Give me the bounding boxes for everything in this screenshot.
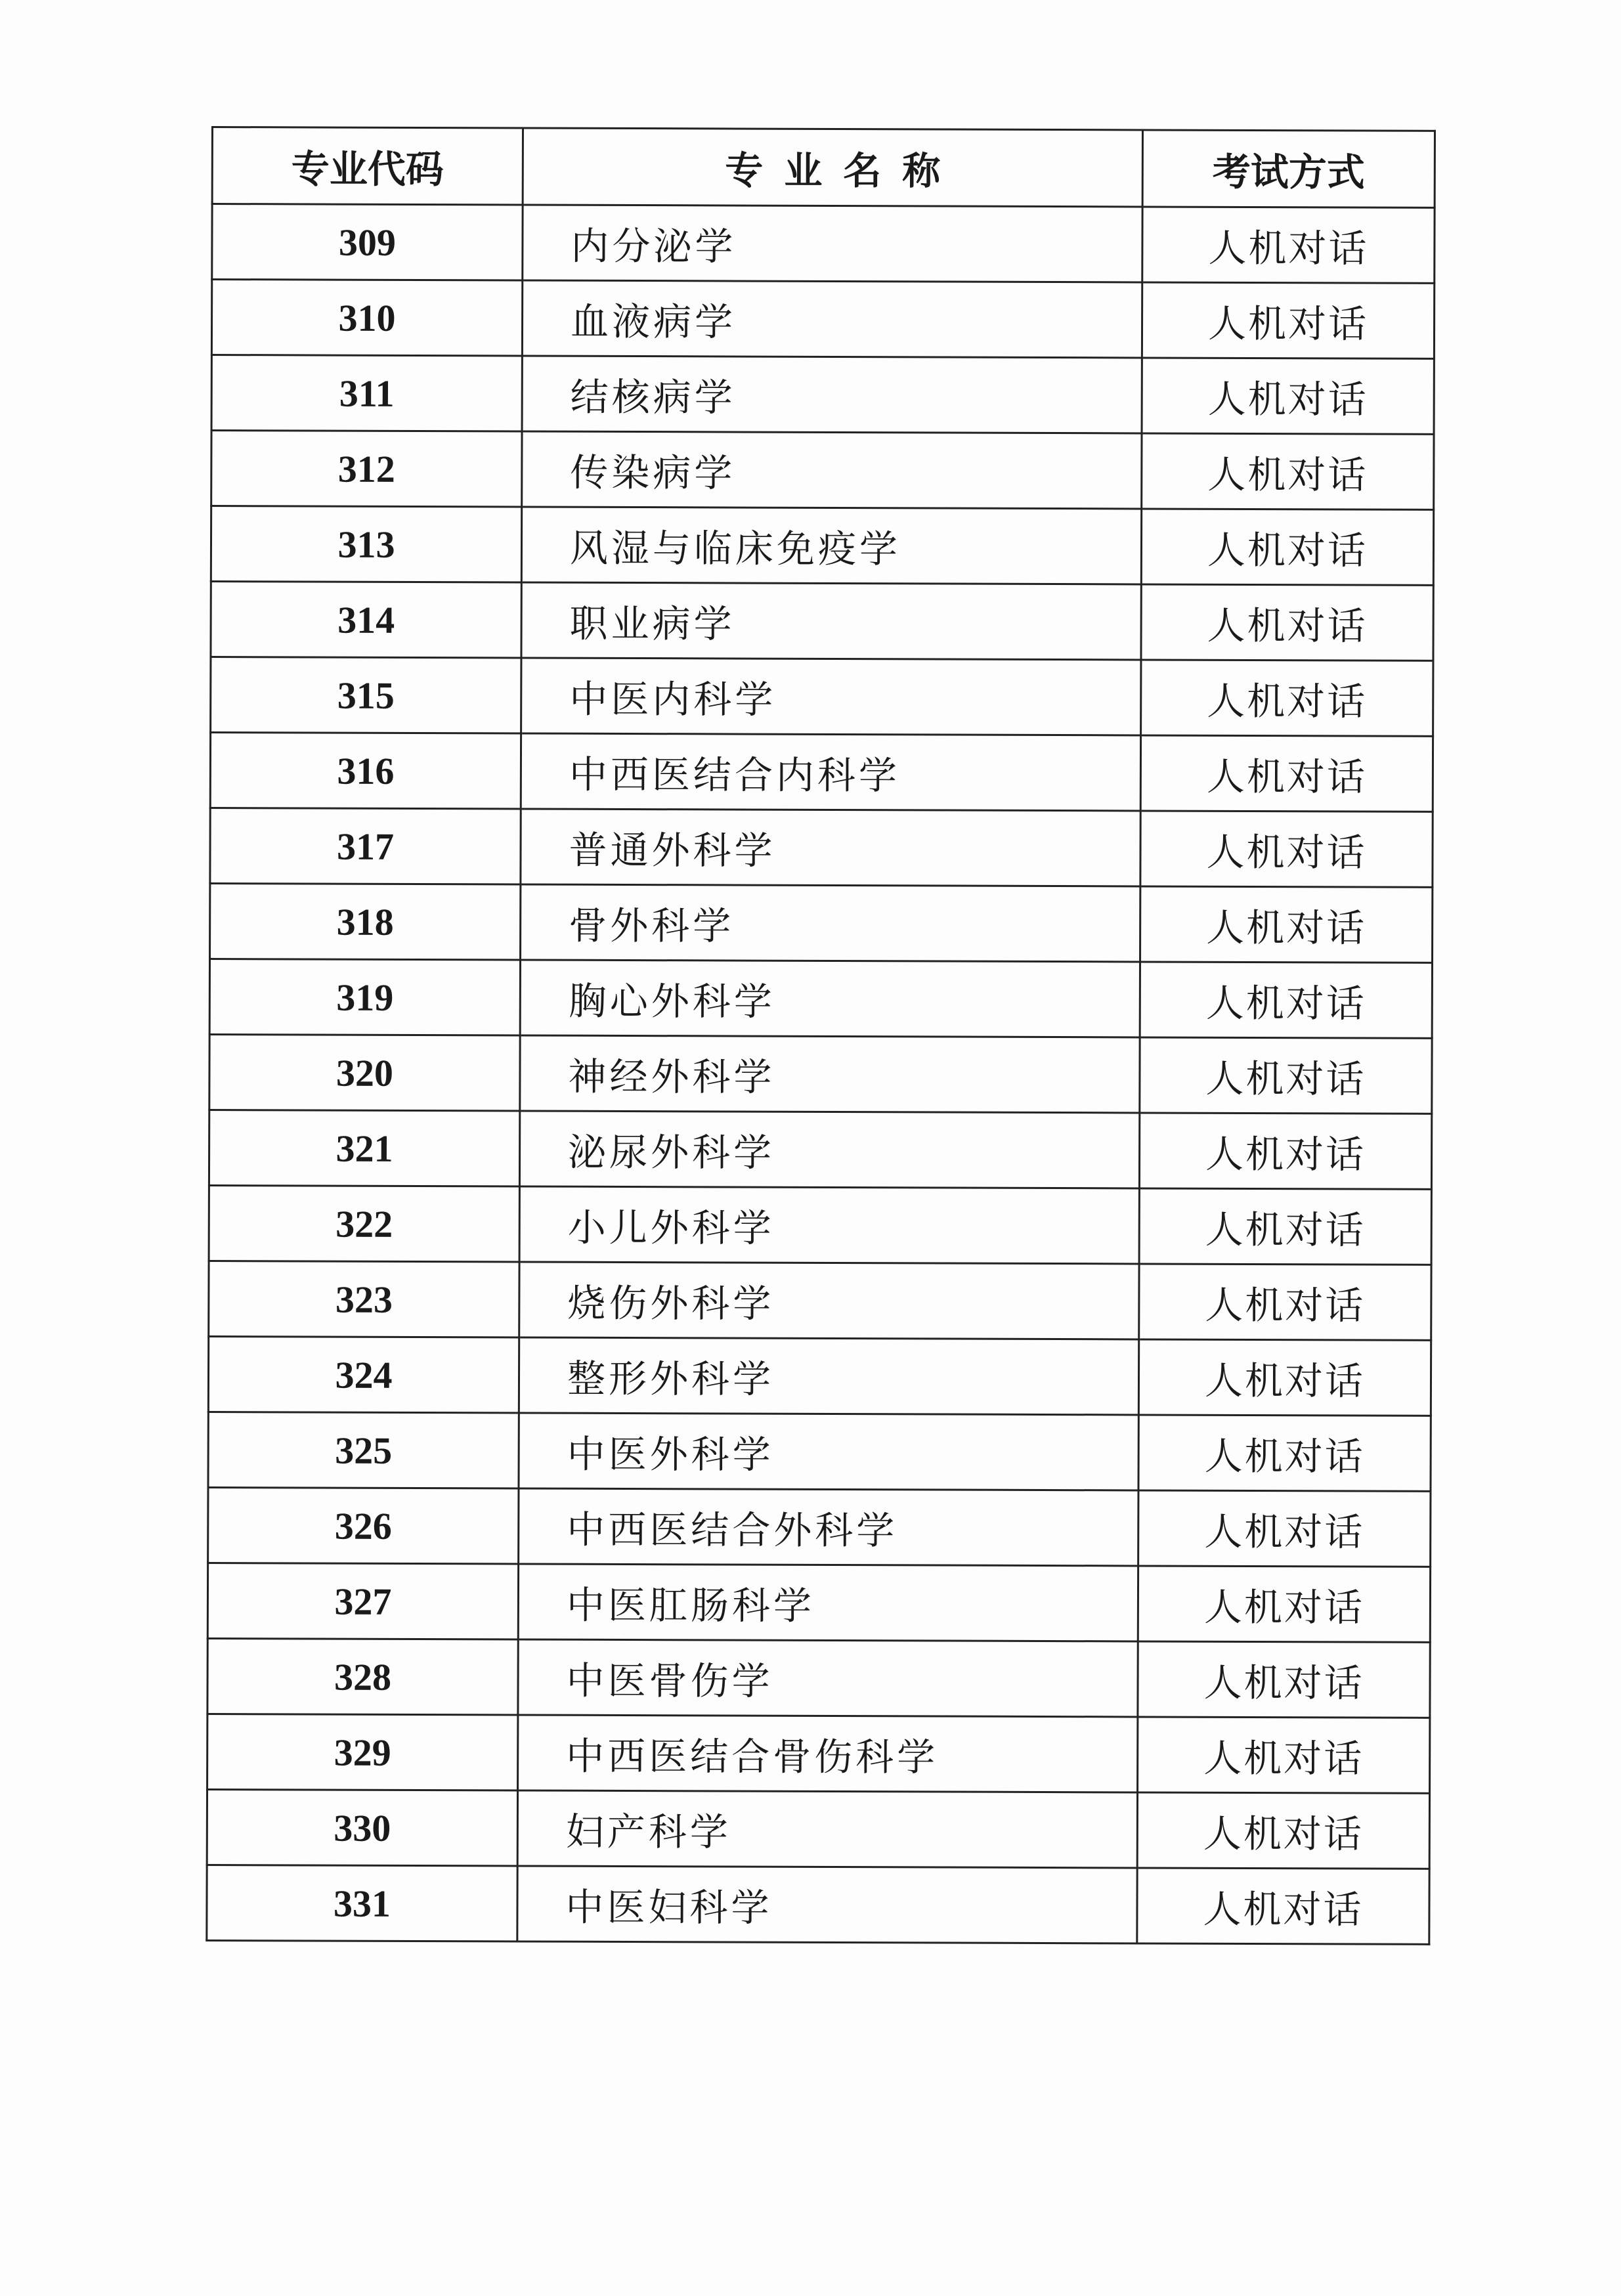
major-code-cell: 331 (207, 1865, 517, 1941)
major-name-cell: 中医肛肠科学 (518, 1564, 1138, 1641)
major-name-cell: 结核病学 (522, 356, 1142, 433)
exam-mode-cell: 人机对话 (1138, 1717, 1430, 1793)
table-row (208, 1487, 1431, 1567)
major-code-cell: 329 (207, 1714, 518, 1790)
major-name-cell: 血液病学 (522, 280, 1142, 358)
major-name-cell: 骨外科学 (521, 884, 1140, 962)
major-code-cell: 322 (209, 1185, 519, 1261)
table-row (209, 1261, 1431, 1340)
major-code-cell: 323 (209, 1261, 519, 1337)
table-row (210, 733, 1433, 812)
exam-mode-cell: 人机对话 (1140, 1037, 1432, 1114)
major-code-cell: 324 (208, 1336, 519, 1412)
major-code-cell: 318 (210, 883, 521, 959)
major-name-cell: 中医妇科学 (517, 1866, 1137, 1943)
major-code-cell: 310 (211, 280, 522, 356)
exam-mode-cell: 人机对话 (1139, 1264, 1431, 1340)
table-row (207, 1865, 1429, 1944)
table-row (210, 883, 1433, 963)
major-code-cell: 312 (211, 431, 522, 507)
table-row (207, 1789, 1429, 1869)
table-row (211, 355, 1434, 435)
major-code-cell: 317 (210, 808, 521, 884)
exam-mode-cell: 人机对话 (1140, 962, 1432, 1038)
major-exam-table (205, 126, 1436, 1945)
major-code-cell: 325 (208, 1412, 519, 1488)
major-name-cell: 中医外科学 (519, 1413, 1138, 1490)
table-row (211, 657, 1433, 737)
exam-mode-cell: 人机对话 (1142, 433, 1434, 509)
table-row (208, 1412, 1431, 1491)
exam-mode-cell: 人机对话 (1138, 1490, 1431, 1567)
major-name-cell: 内分泌学 (523, 205, 1142, 282)
major-name-cell: 妇产科学 (517, 1790, 1137, 1868)
table-row (211, 582, 1433, 661)
major-name-cell: 普通外科学 (521, 809, 1140, 886)
major-code-cell: 315 (211, 657, 521, 733)
table-header-row (212, 127, 1435, 208)
table-row (211, 431, 1434, 510)
exam-mode-cell: 人机对话 (1140, 811, 1433, 887)
major-code-cell: 327 (207, 1563, 518, 1639)
major-code-cell: 314 (211, 582, 521, 658)
header-major-code: 专业代码 (212, 127, 523, 205)
major-name-cell: 职业病学 (521, 582, 1141, 660)
major-name-cell: 烧伤外科学 (519, 1262, 1139, 1339)
table-row (207, 1714, 1430, 1793)
exam-mode-cell: 人机对话 (1137, 1868, 1429, 1944)
table-row (209, 1034, 1432, 1114)
major-name-cell: 风湿与临床免疫学 (521, 507, 1141, 584)
header-major-name: 专业名称 (523, 128, 1142, 207)
exam-mode-cell: 人机对话 (1140, 735, 1433, 812)
major-code-cell: 330 (207, 1789, 517, 1865)
major-name-cell: 中医内科学 (521, 658, 1141, 735)
major-name-cell: 整形外科学 (519, 1337, 1138, 1415)
exam-mode-cell: 人机对话 (1137, 1792, 1429, 1869)
table-row (207, 1638, 1430, 1718)
exam-mode-cell: 人机对话 (1138, 1339, 1431, 1416)
exam-mode-cell: 人机对话 (1140, 886, 1433, 963)
exam-mode-cell: 人机对话 (1141, 509, 1433, 585)
major-code-cell: 316 (210, 733, 521, 809)
major-name-cell: 中西医结合骨伤科学 (518, 1715, 1138, 1792)
table-row (208, 1336, 1431, 1416)
exam-mode-cell: 人机对话 (1139, 1188, 1431, 1265)
major-name-cell: 小儿外科学 (519, 1186, 1139, 1264)
table-row (210, 808, 1433, 887)
exam-mode-cell: 人机对话 (1142, 358, 1434, 434)
table-row (207, 1563, 1430, 1642)
major-code-cell: 326 (208, 1487, 519, 1563)
header-exam-mode: 考试方式 (1142, 130, 1435, 207)
major-name-cell: 泌尿外科学 (519, 1111, 1139, 1188)
major-code-cell: 319 (209, 959, 520, 1035)
exam-mode-cell: 人机对话 (1142, 282, 1434, 358)
major-name-cell: 中医骨伤学 (518, 1639, 1138, 1717)
major-name-cell: 胸心外科学 (520, 960, 1140, 1037)
major-code-cell: 313 (211, 506, 521, 582)
major-code-cell: 309 (212, 204, 523, 280)
major-name-cell: 神经外科学 (520, 1035, 1140, 1113)
exam-mode-cell: 人机对话 (1139, 1113, 1431, 1189)
major-name-cell: 中西医结合外科学 (519, 1488, 1138, 1566)
table-row (211, 280, 1434, 359)
major-name-cell: 中西医结合内科学 (521, 733, 1140, 811)
major-code-cell: 328 (207, 1638, 518, 1714)
exam-mode-cell: 人机对话 (1142, 207, 1435, 283)
table-body (207, 204, 1435, 1945)
exam-mode-cell: 人机对话 (1138, 1566, 1430, 1642)
exam-mode-cell: 人机对话 (1138, 1415, 1431, 1491)
major-name-cell: 传染病学 (522, 431, 1142, 509)
table-row (209, 959, 1432, 1038)
table-row (212, 204, 1435, 284)
exam-mode-cell: 人机对话 (1141, 660, 1433, 736)
major-code-cell: 311 (211, 355, 522, 431)
major-code-cell: 321 (209, 1110, 519, 1186)
exam-mode-cell: 人机对话 (1138, 1641, 1430, 1718)
exam-mode-cell: 人机对话 (1141, 584, 1433, 661)
table-row (211, 506, 1433, 586)
major-code-cell: 320 (209, 1034, 520, 1110)
table-row (209, 1185, 1431, 1265)
table-row (209, 1110, 1431, 1189)
